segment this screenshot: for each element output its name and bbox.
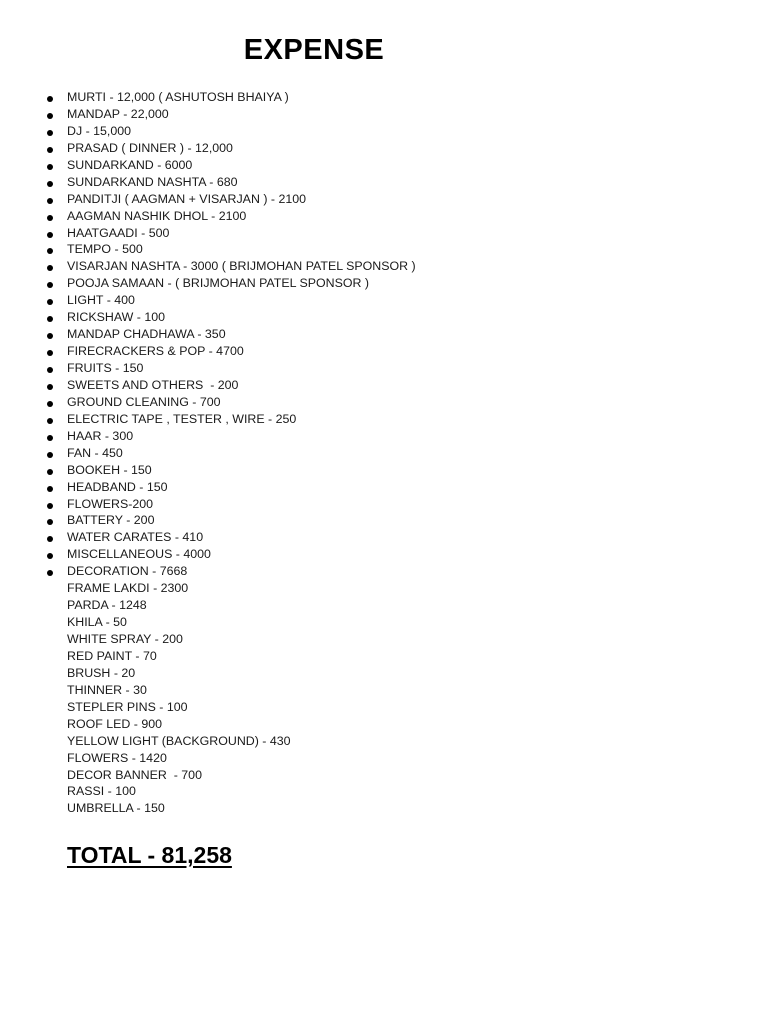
sub-item — [0, 648, 416, 665]
list-item-text: BATTERY - 200 — [67, 513, 155, 528]
list-item-text: VISARJAN NASHTA - 3000 ( BRIJMOHAN PATEL SPONSOR ) — [67, 259, 416, 274]
bullet-icon — [47, 316, 53, 322]
expense-list — [0, 89, 416, 817]
list-item — [0, 360, 416, 377]
list-item — [0, 157, 416, 174]
list-item — [0, 275, 416, 292]
bullet-icon — [47, 350, 53, 356]
list-item-text: HEADBAND - 150 — [67, 479, 168, 494]
list-item — [0, 326, 416, 343]
list-item-text: SUNDARKAND - 6000 — [67, 157, 193, 172]
sub-item-text: UMBRELLA - 150 — [67, 801, 165, 816]
bullet-icon — [47, 536, 53, 542]
list-item — [0, 512, 416, 529]
list-item-text: POOJA SAMAAN - ( BRIJMOHAN PATEL SPONSOR ) — [67, 276, 370, 291]
sub-item-text: FLOWERS - 1420 — [67, 750, 167, 765]
bullet-icon — [47, 384, 53, 390]
list-item-text: BOOKEH - 150 — [67, 462, 152, 477]
bullet-icon — [47, 553, 53, 559]
list-item-text: LIGHT - 400 — [67, 293, 135, 308]
sub-item-text: YELLOW LIGHT (BACKGROUND) - 430 — [67, 733, 291, 748]
bullet-icon — [47, 96, 53, 102]
list-item-text: RICKSHAW - 100 — [67, 310, 165, 325]
list-item-text: TEMPO - 500 — [67, 242, 143, 257]
list-item-text: PANDITJI ( AAGMAN + VISARJAN ) - 2100 — [67, 191, 307, 206]
list-item-text: FLOWERS-200 — [67, 496, 154, 511]
list-item — [0, 428, 416, 445]
bullet-icon — [47, 570, 53, 576]
sub-item — [0, 597, 416, 614]
list-item-text: HAAR - 300 — [67, 428, 134, 443]
page-title: EXPENSE — [243, 34, 385, 66]
sub-item-text: THINNER - 30 — [67, 682, 147, 697]
bullet-icon — [47, 181, 53, 187]
list-item — [0, 377, 416, 394]
list-item-text: AAGMAN NASHIK DHOL - 2100 — [67, 208, 247, 223]
list-item — [0, 309, 416, 326]
list-item — [0, 529, 416, 546]
list-item-text: MANDAP CHADHAWA - 350 — [67, 327, 226, 342]
bullet-icon — [47, 519, 53, 525]
list-item — [0, 343, 416, 360]
sub-item — [0, 631, 416, 648]
sub-item-text: FRAME LAKDI - 2300 — [67, 581, 189, 596]
list-item-text: WATER CARATES - 410 — [67, 530, 204, 545]
sub-item — [0, 733, 416, 750]
list-item — [0, 479, 416, 496]
bullet-icon — [47, 401, 53, 407]
bullet-icon — [47, 333, 53, 339]
list-item — [0, 411, 416, 428]
bullet-icon — [47, 113, 53, 119]
list-item-text: FAN - 450 — [67, 445, 123, 460]
list-item — [0, 208, 416, 225]
sub-item-text: STEPLER PINS - 100 — [67, 699, 188, 714]
sub-item — [0, 716, 416, 733]
list-item — [0, 225, 416, 242]
list-item — [0, 258, 416, 275]
bullet-icon — [47, 418, 53, 424]
list-item-text: DJ - 15,000 — [67, 123, 132, 138]
list-item-text: PRASAD ( DINNER ) - 12,000 — [67, 140, 233, 155]
list-item-text: ELECTRIC TAPE , TESTER , WIRE - 250 — [67, 411, 297, 426]
bullet-icon — [47, 299, 53, 305]
sub-item — [0, 783, 416, 800]
bullet-icon — [47, 198, 53, 204]
list-item-text: FIRECRACKERS & POP - 4700 — [67, 344, 244, 359]
list-item-text: GROUND CLEANING - 700 — [67, 394, 221, 409]
list-item-text: MURTI - 12,000 ( ASHUTOSH BHAIYA ) — [67, 90, 289, 104]
sub-item-text: BRUSH - 20 — [67, 665, 136, 680]
sub-item — [0, 699, 416, 716]
list-item — [0, 106, 416, 123]
list-item-text: HAATGAADI - 500 — [67, 225, 170, 240]
bullet-icon — [47, 469, 53, 475]
bullet-icon — [47, 147, 53, 153]
list-item-text: SUNDARKAND NASHTA - 680 — [67, 174, 238, 189]
sub-item-text: RASSI - 100 — [67, 784, 136, 799]
list-item-text: SWEETS AND OTHERS - 200 — [67, 377, 239, 392]
bullet-icon — [47, 130, 53, 136]
sub-item — [0, 614, 416, 631]
bullet-icon — [47, 367, 53, 373]
sub-item-text: KHILA - 50 — [67, 615, 127, 630]
sub-item — [0, 800, 416, 817]
sub-item — [0, 665, 416, 682]
list-item — [0, 89, 416, 106]
list-item — [0, 445, 416, 462]
list-item — [0, 496, 416, 513]
sub-item-text: WHITE SPRAY - 200 — [67, 632, 183, 646]
list-item — [0, 462, 416, 479]
list-item-text: FRUITS - 150 — [67, 361, 144, 375]
list-item — [0, 563, 416, 580]
bullet-icon — [47, 452, 53, 458]
list-item — [0, 241, 416, 258]
bullet-icon — [47, 265, 53, 271]
bullet-icon — [47, 282, 53, 288]
list-item — [0, 292, 416, 309]
bullet-icon — [47, 486, 53, 492]
sub-item-text: RED PAINT - 70 — [67, 648, 157, 663]
list-item — [0, 546, 416, 563]
list-item — [0, 191, 416, 208]
sub-item — [0, 750, 416, 767]
bullet-icon — [47, 503, 53, 509]
bullet-icon — [47, 164, 53, 170]
sub-item-text: DECOR BANNER - 700 — [67, 767, 202, 782]
sub-item — [0, 682, 416, 699]
list-item — [0, 123, 416, 140]
list-item — [0, 140, 416, 157]
list-item-text: MANDAP - 22,000 — [67, 106, 169, 121]
bullet-icon — [47, 232, 53, 238]
sub-item — [0, 767, 416, 784]
bullet-icon — [47, 435, 53, 441]
total-amount: TOTAL - 81,258 — [67, 842, 232, 868]
sub-item — [0, 580, 416, 597]
list-item — [0, 174, 416, 191]
sub-item-text: ROOF LED - 900 — [67, 716, 163, 731]
list-item-text: MISCELLANEOUS - 4000 — [67, 547, 211, 562]
bullet-icon — [47, 248, 53, 254]
list-item-text: DECORATION - 7668 — [67, 564, 188, 579]
list-item — [0, 394, 416, 411]
bullet-icon — [47, 215, 53, 221]
sub-item-text: PARDA - 1248 — [67, 598, 147, 613]
